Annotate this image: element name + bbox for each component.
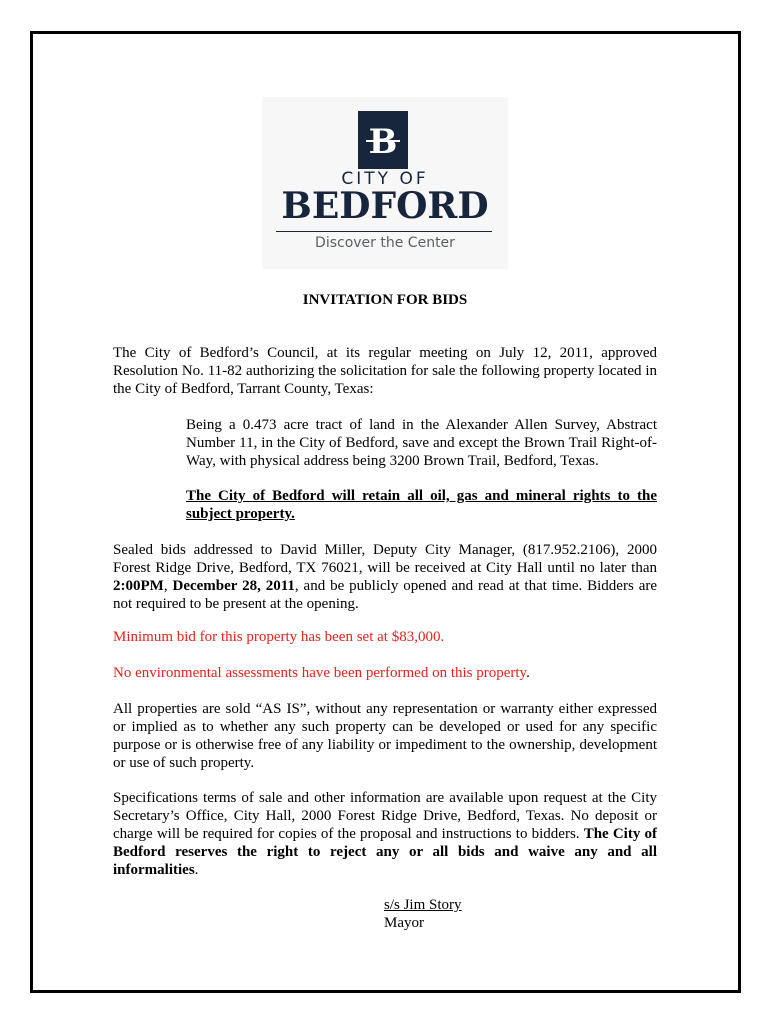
- deadline-separator: ,: [163, 578, 173, 594]
- as-is-paragraph: All properties are sold “AS IS”, without any representation or warranty either expressed or implied as to whether any such property can be developed or used for any specific purpose or is otherwise free of any liability or impediment to the ownership, development or use of such property.: [113, 701, 657, 771]
- environmental-notice: [113, 664, 657, 682]
- signature-block: [384, 896, 462, 932]
- logo-divider: [276, 231, 492, 232]
- deadline-time: 2:00PM: [113, 578, 164, 594]
- logo-city-of: CITY OF: [341, 169, 429, 189]
- specifications-end: .: [194, 862, 199, 878]
- signature-title: Mayor: [384, 915, 424, 931]
- property-description: Being a 0.473 acre tract of land in the Alexander Allen Survey, Abstract Number 11, in the City of Bedford, save and except the Brown Trail Right-of-Way, with physical address being 3200 Brown Trail, Bedford, Texas.: [186, 417, 657, 469]
- signature-name: s/s Jim Story: [384, 897, 462, 913]
- deadline-date: December 28, 2011: [172, 578, 295, 594]
- logo-name: BEDFORD: [281, 185, 489, 227]
- environmental-text: No environmental assessments have been performed on this property: [113, 665, 527, 681]
- environmental-end: .: [526, 665, 530, 681]
- sealed-bids-text-after: , and be publicly opened and read at that time. Bidders are not required to be present at the opening.: [113, 578, 657, 612]
- document-title: INVITATION FOR BIDS: [302, 292, 468, 308]
- specifications-text: Specifications terms of sale and other information are available upon request at the City Secretary’s Office, City Hall, 2000 Forest Ridge Drive, Bedford, Texas. No deposit or charge will be required for copies of the proposal and instructions to bidders.: [113, 790, 657, 842]
- city-logo: [262, 97, 508, 269]
- sealed-bids-text: Sealed bids addressed to David Miller, Deputy City Manager, (817.952.2106), 2000 Forest Ridge Drive, Bedford, TX 76021, will be received at City Hall until no later than: [113, 542, 657, 576]
- reservation-clause: The City of Bedford reserves the right to reject any or all bids and waive any and all informalities: [113, 826, 657, 878]
- mineral-rights-notice: The City of Bedford will retain all oil, gas and mineral rights to the subject property.: [186, 488, 657, 522]
- svg-text:B: B: [368, 122, 398, 162]
- specifications-paragraph: [113, 789, 657, 879]
- intro-paragraph: The City of Bedford’s Council, at its regular meeting on July 12, 2011, approved Resolution No. 11-82 authorizing the solicitation for sale the following property located in the City of Bedford, Tarrant County, Texas:: [113, 345, 657, 397]
- minimum-bid-notice: Minimum bid for this property has been set at $83,000.: [113, 629, 445, 645]
- monogram-badge: [358, 111, 408, 169]
- logo-tagline: Discover the Center: [315, 235, 455, 251]
- monogram-icon: [358, 111, 408, 169]
- sealed-bids-paragraph: [113, 541, 657, 613]
